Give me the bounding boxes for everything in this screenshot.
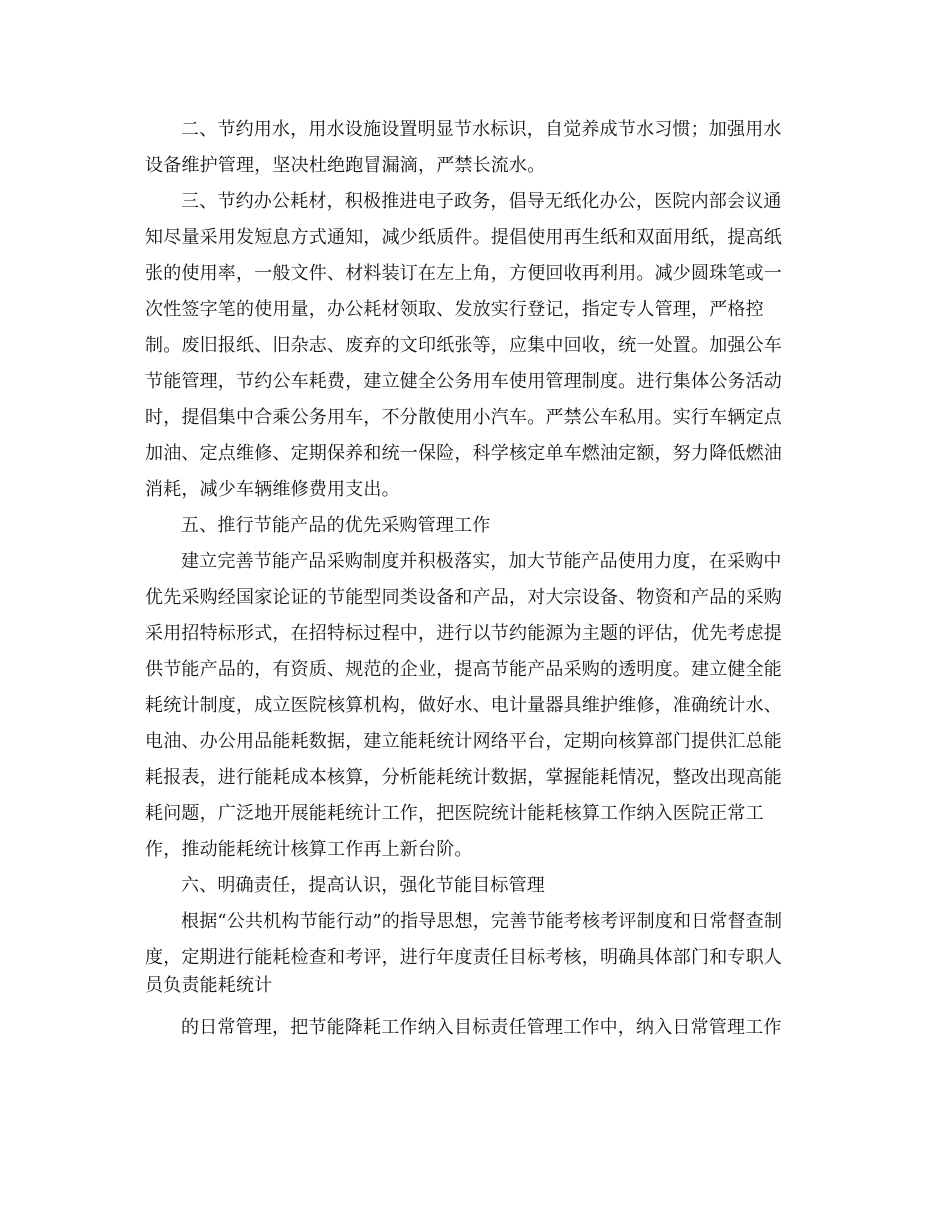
text-line: 加油、定点维修、定期保养和统一保险，科学核定单车燃油定额，努力降低燃油 bbox=[145, 443, 782, 464]
text-line: 节能管理，节约公车耗费，建立健全公务用车使用管理制度。进行集体公务活动 bbox=[145, 371, 782, 392]
text-line: 时，提倡集中合乘公务用车，不分散使用小汽车。严禁公车私用。实行车辆定点 bbox=[145, 407, 782, 428]
text-line: 耗问题，广泛地开展能耗统计工作，把医院统计能耗核算工作纳入医院正常工 bbox=[145, 803, 764, 824]
text-line: 供节能产品的，有资质、规范的企业，提高节能产品采购的透明度。建立健全能 bbox=[145, 659, 782, 680]
text-line: 的日常管理，把节能降耗工作纳入目标责任管理工作中，纳入日常管理工作 bbox=[181, 1017, 782, 1038]
text-line: 采用招特标形式，在招特标过程中，进行以节约能源为主题的评估，优先考虑提 bbox=[145, 623, 782, 644]
text-line: 次性签字笔的使用量，办公耗材领取、发放实行登记，指定专人管理，严格控 bbox=[145, 299, 764, 320]
text-line: 张的使用率，一般文件、材料装订在左上角，方便回收再利用。减少圆珠笔或一 bbox=[145, 263, 782, 284]
section-heading: 五、推行节能产品的优先采购管理工作 bbox=[181, 515, 491, 536]
text-line: 建立完善节能产品采购制度并积极落实，加大节能产品使用力度，在采购中 bbox=[181, 551, 782, 572]
text-line: 根据“公共机构节能行动”的指导思想，完善节能考核考评制度和日常督查制 bbox=[181, 911, 783, 932]
text-line: 三、节约办公耗材，积极推进电子政务，倡导无纸化办公，医院内部会议通 bbox=[181, 191, 782, 212]
section-heading: 六、明确责任，提高认识，强化节能目标管理 bbox=[181, 875, 545, 896]
text-line: 耗统计制度，成立医院核算机构，做好水、电计量器具维护维修，准确统计水、 bbox=[145, 695, 782, 716]
text-line: 消耗，减少车辆维修费用支出。 bbox=[145, 479, 400, 500]
text-line: 员负责能耗统计 bbox=[145, 975, 273, 996]
text-line: 制。废旧报纸、旧杂志、废弃的文印纸张等，应集中回收，统一处置。加强公车 bbox=[145, 335, 782, 356]
text-line: 优先采购经国家论证的节能型同类设备和产品，对大宗设备、物资和产品的采购 bbox=[145, 587, 782, 608]
text-line: 作，推动能耗统计核算工作再上新台阶。 bbox=[145, 839, 473, 860]
text-line: 电油、办公用品能耗数据，建立能耗统计网络平台，定期向核算部门提供汇总能 bbox=[145, 731, 782, 752]
text-line: 度，定期进行能耗检查和考评，进行年度责任目标考核，明确具体部门和专职人 bbox=[145, 947, 782, 968]
text-line: 耗报表，进行能耗成本核算，分析能耗统计数据，掌握能耗情况，整改出现高能 bbox=[145, 767, 782, 788]
text-line: 知尽量采用发短息方式通知，减少纸质件。提倡使用再生纸和双面用纸，提高纸 bbox=[145, 227, 782, 248]
text-line: 二、节约用水，用水设施设置明显节水标识，自觉养成节水习惯；加强用水 bbox=[181, 119, 782, 140]
text-line: 设备维护管理，坚决杜绝跑冒漏滴，严禁长流水。 bbox=[145, 155, 546, 176]
